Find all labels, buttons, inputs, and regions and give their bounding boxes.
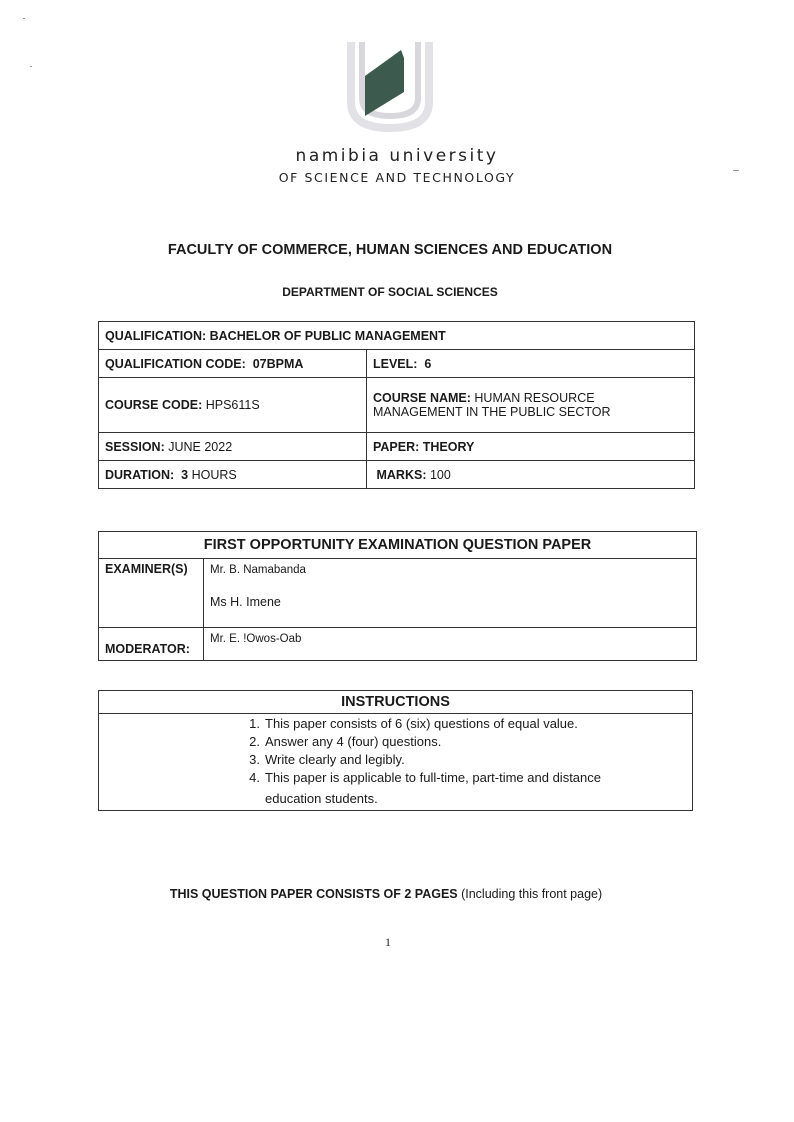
university-name: namibia university bbox=[295, 146, 499, 166]
instruction-item: 3. Write clearly and legibly. bbox=[249, 752, 405, 767]
department-heading: DEPARTMENT OF SOCIAL SCIENCES bbox=[282, 285, 498, 299]
instruction-item: 1. This paper consists of 6 (six) questions of equal value. bbox=[249, 716, 578, 731]
course-name-cell bbox=[367, 378, 695, 433]
level-label: LEVEL: bbox=[373, 356, 418, 371]
page-number: 1 bbox=[385, 935, 391, 949]
duration-label: DURATION: bbox=[105, 467, 175, 482]
university-subtitle: OF SCIENCE AND TECHNOLOGY bbox=[278, 170, 516, 185]
instruction-item: 4. This paper is applicable to full-time, part-time and distance bbox=[249, 770, 601, 785]
qualification-code-value: 07BPMA bbox=[252, 356, 304, 371]
instructions-list bbox=[99, 714, 692, 808]
course-code-value: HPS611S bbox=[205, 398, 260, 412]
page-count-note: THIS QUESTION PAPER CONSISTS OF 2 PAGES (Including this front page) bbox=[169, 887, 603, 901]
marks-value: 100 bbox=[429, 467, 451, 482]
university-logo bbox=[345, 36, 435, 132]
duration-unit: HOURS bbox=[191, 467, 237, 482]
instruction-continuation: education students. bbox=[265, 791, 378, 806]
course-code-cell bbox=[99, 378, 367, 433]
level-value: 6 bbox=[424, 356, 432, 371]
examiner-name: Mr. B. Namabanda bbox=[210, 564, 306, 576]
qualification-code-label: QUALIFICATION CODE: bbox=[105, 356, 246, 371]
duration-number: 3 bbox=[181, 467, 189, 482]
instruction-item: 2. Answer any 4 (four) questions. bbox=[249, 734, 442, 749]
level-cell bbox=[367, 350, 695, 378]
course-name-label: COURSE NAME: bbox=[373, 391, 471, 405]
moderator-label: MODERATOR: bbox=[99, 628, 204, 661]
examiners-label: EXAMINER(S) bbox=[99, 559, 204, 628]
instructions-box bbox=[98, 690, 693, 811]
examination-table bbox=[98, 531, 697, 661]
marks-label: MARKS: bbox=[376, 467, 427, 482]
session-value: JUNE 2022 bbox=[168, 439, 233, 454]
qualification-code-cell bbox=[99, 350, 367, 378]
scan-speck bbox=[23, 18, 25, 19]
qualification-table bbox=[98, 321, 695, 489]
marks-cell bbox=[367, 461, 695, 489]
session-cell bbox=[99, 433, 367, 461]
qualification-cell: QUALIFICATION: BACHELOR OF PUBLIC MANAGEMENT bbox=[99, 322, 695, 350]
course-code-label: COURSE CODE: bbox=[105, 398, 203, 412]
course-name-value-line1: HUMAN RESOURCE bbox=[474, 391, 595, 405]
examiner-name: Ms H. Imene bbox=[210, 595, 281, 609]
duration-cell bbox=[99, 461, 367, 489]
examiners-cell bbox=[204, 559, 697, 628]
moderator-name: Mr. E. !Owos-Oab bbox=[204, 628, 697, 661]
paper-cell: PAPER: THEORY bbox=[367, 433, 695, 461]
faculty-heading: FACULTY OF COMMERCE, HUMAN SCIENCES AND EDUCATION bbox=[167, 242, 613, 258]
session-label: SESSION: bbox=[105, 439, 165, 454]
instructions-title: INSTRUCTIONS bbox=[99, 691, 692, 714]
scan-speck bbox=[30, 66, 32, 67]
course-name-value-line2: MANAGEMENT IN THE PUBLIC SECTOR bbox=[373, 405, 611, 419]
exam-paper-heading: FIRST OPPORTUNITY EXAMINATION QUESTION PAPER bbox=[99, 532, 697, 559]
